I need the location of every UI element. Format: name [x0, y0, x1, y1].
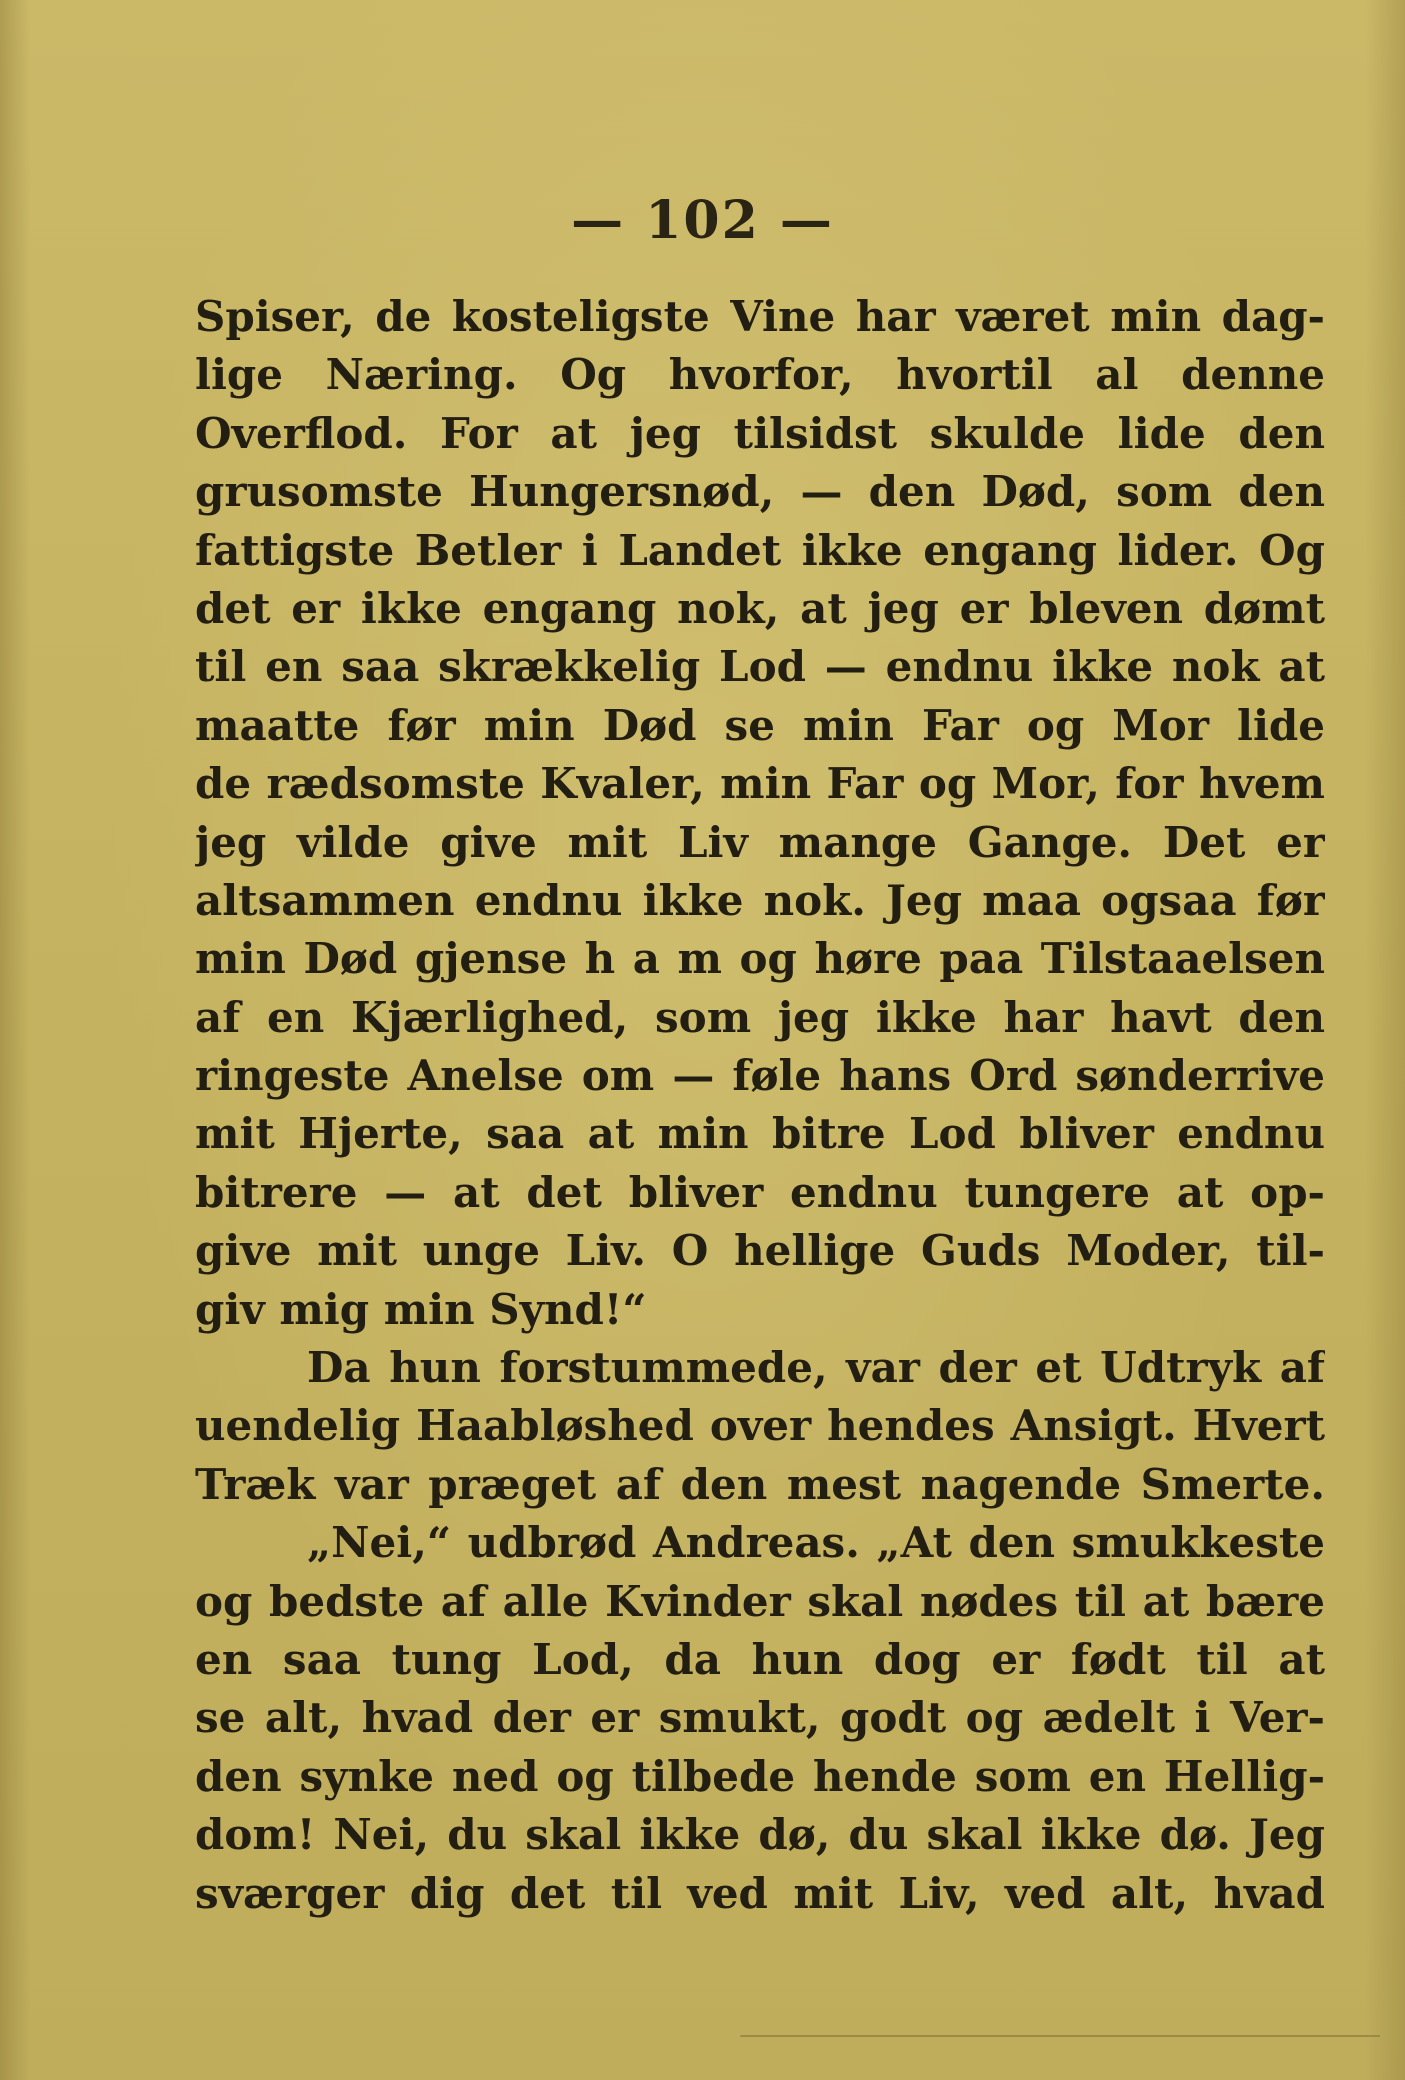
text-line: Spiser, de kosteligste Vine har været min dag- — [195, 292, 1325, 341]
text-line: det er ikke engang nok, at jeg er bleven dømt — [195, 583, 1325, 633]
text-line: grusomste Hungersnød, — den Død, som den — [195, 467, 1325, 517]
text-line: af en Kjærlighed, som jeg ikke har havt den — [195, 992, 1325, 1042]
text-line: ringeste Anelse om — føle hans Ord sønderrive — [195, 1051, 1325, 1101]
text-line: altsammen endnu ikke nok. Jeg maa ogsaa før — [195, 875, 1325, 925]
text-line: til en saa skrækkelig Lod — endnu ikke nok at — [195, 642, 1325, 692]
text-line: den synke ned og tilbede hende som en Hellig- — [195, 1751, 1325, 1801]
text-line: jeg vilde give mit Liv mange Gange. Det er — [195, 817, 1325, 867]
text-line: „Nei,“ udbrød Andreas. „At den smukkeste — [307, 1518, 1325, 1568]
text-line: og bedste af alle Kvinder skal nødes til at bære — [195, 1576, 1325, 1626]
text-line: dom! Nei, du skal ikke dø, du skal ikke dø. Jeg — [195, 1810, 1325, 1860]
text-line: maatte før min Død se min Far og Mor lide — [195, 700, 1325, 750]
text-line: min Død gjense h a m og høre paa Tilstaaelsen — [195, 934, 1325, 984]
page-number: — 102 — — [571, 190, 834, 251]
page-edge-mark — [740, 2035, 1380, 2037]
text-line: uendelig Haabløshed over hendes Ansigt. Hvert — [195, 1401, 1325, 1451]
text-line: lige Næring. Og hvorfor, hvortil al denne — [195, 350, 1325, 400]
text-line: mit Hjerte, saa at min bitre Lod bliver endnu — [195, 1109, 1325, 1159]
text-line: bitrere — at det bliver endnu tungere at op- — [195, 1167, 1325, 1217]
text-line: giv mig min Synd!“ — [195, 1284, 647, 1334]
text-line: sværger dig det til ved mit Liv, ved alt, hvad — [195, 1868, 1325, 1918]
text-line: fattigste Betler i Landet ikke engang lider. Og — [195, 525, 1325, 575]
text-line: Træk var præget af den mest nagende Smerte. — [195, 1459, 1325, 1509]
text-line: de rædsomste Kvaler, min Far og Mor, for hvem — [195, 759, 1325, 809]
text-line: Overflod. For at jeg tilsidst skulde lide den — [195, 408, 1325, 458]
text-line: en saa tung Lod, da hun dog er født til at — [195, 1634, 1325, 1684]
text-line: se alt, hvad der er smukt, godt og ædelt i Ver- — [195, 1693, 1325, 1743]
text-line: give mit unge Liv. O hellige Guds Moder, til- — [195, 1226, 1325, 1276]
body-text — [195, 288, 1325, 1923]
text-line: Da hun forstummede, var der et Udtryk af — [307, 1343, 1325, 1393]
